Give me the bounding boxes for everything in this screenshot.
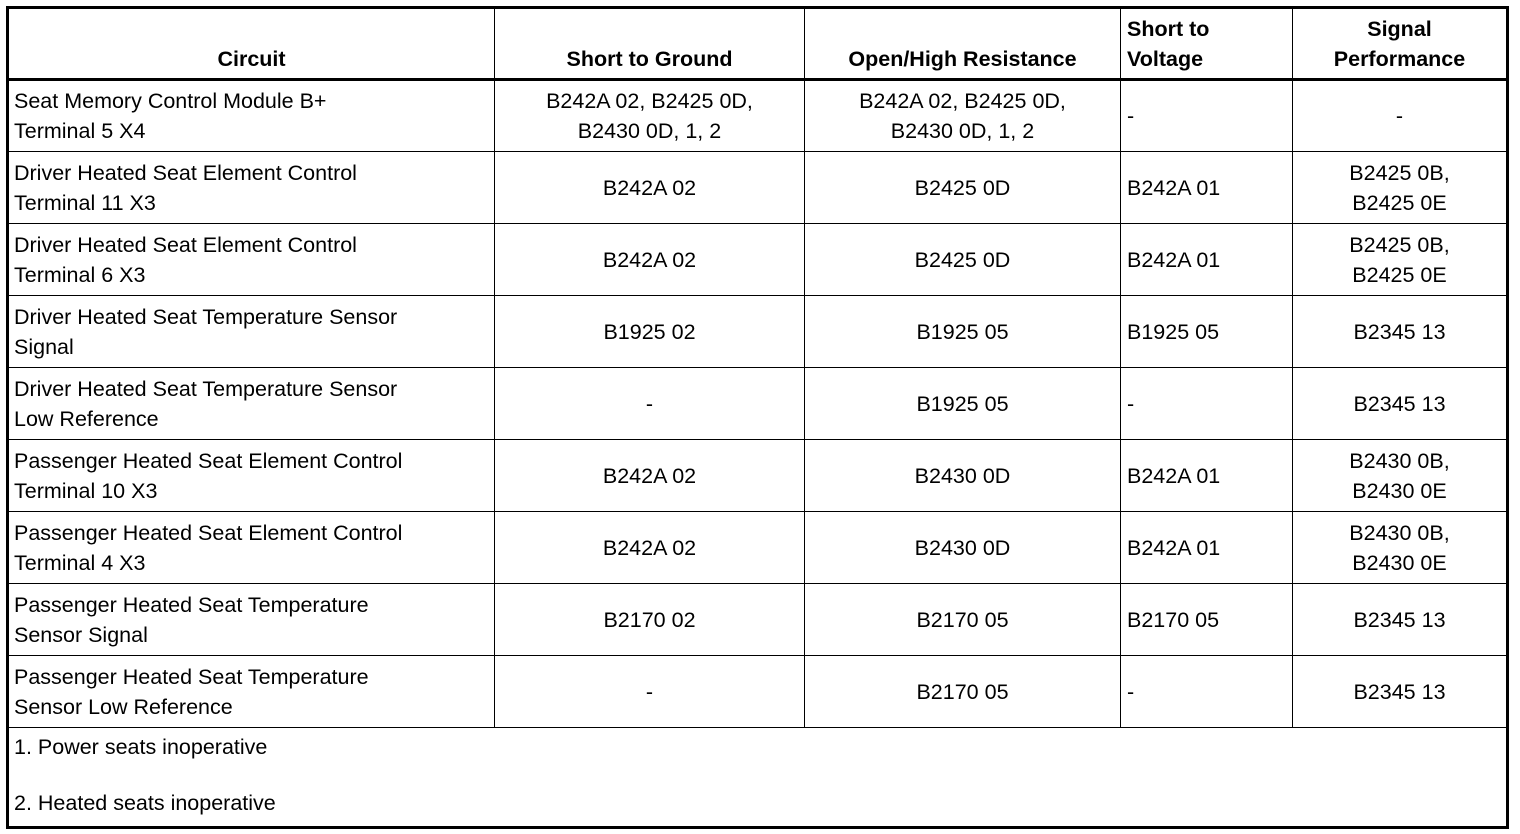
table-body: [8, 80, 1508, 728]
header-short-to-voltage: Short to Voltage: [1121, 8, 1293, 80]
cell-circuit: [8, 512, 495, 584]
cell-text: B242A 01: [1127, 535, 1221, 560]
cell-short-to-voltage: [1121, 296, 1293, 368]
cell-text: B1925 05: [916, 391, 1009, 416]
cell-circuit: [8, 152, 495, 224]
cell-open-high-resistance: [805, 152, 1121, 224]
cell-open-high-resistance: [805, 368, 1121, 440]
table-row: [8, 512, 1508, 584]
table-row: [8, 656, 1508, 728]
cell-short-to-voltage: [1121, 368, 1293, 440]
cell-signal-performance: [1293, 440, 1508, 512]
cell-text: B2170 05: [916, 607, 1009, 632]
cell-text: B1925 05: [1127, 319, 1220, 344]
cell-open-high-resistance: [805, 512, 1121, 584]
cell-signal-performance: [1293, 296, 1508, 368]
cell-short-to-voltage: [1121, 512, 1293, 584]
cell-text: B2345 13: [1353, 607, 1446, 632]
cell-text: B2430 0E: [1352, 478, 1447, 503]
table-row: [8, 224, 1508, 296]
cell-short-to-voltage: [1121, 224, 1293, 296]
table-row: [8, 368, 1508, 440]
cell-text: B1925 02: [603, 319, 696, 344]
cell-circuit: [8, 296, 495, 368]
cell-short-to-ground: [495, 80, 805, 152]
cell-text: Driver Heated Seat Temperature Sensor: [14, 304, 398, 329]
cell-text: Passenger Heated Seat Temperature: [14, 664, 369, 689]
cell-text: B2425 0E: [1352, 190, 1447, 215]
cell-short-to-ground: [495, 368, 805, 440]
cell-text: B242A 02, B2425 0D,: [859, 89, 1066, 113]
header-circuit: Circuit: [8, 8, 495, 80]
cell-text: B242A 02: [602, 535, 697, 560]
cell-text: B2430 0D: [914, 535, 1011, 560]
cell-text: Low Reference: [14, 406, 159, 431]
cell-short-to-voltage: [1121, 440, 1293, 512]
cell-signal-performance: [1293, 80, 1508, 152]
cell-signal-performance: [1293, 656, 1508, 728]
cell-short-to-voltage: [1121, 656, 1293, 728]
cell-text: Terminal 6 X3: [14, 262, 146, 287]
cell-circuit: [8, 584, 495, 656]
note-2: 2. Heated seats inoperative: [14, 791, 276, 815]
cell-text: B242A 02: [602, 247, 697, 272]
cell-open-high-resistance: [805, 440, 1121, 512]
cell-text: Terminal 11 X3: [14, 190, 156, 215]
cell-text: Passenger Heated Seat Temperature: [14, 592, 369, 617]
cell-text: B242A 02: [602, 175, 697, 200]
cell-text: B2170 02: [603, 607, 696, 632]
cell-text: B2425 0D: [914, 247, 1011, 272]
cell-text: B2430 0B,: [1349, 448, 1450, 473]
cell-short-to-ground: [495, 584, 805, 656]
header-signal-performance: Signal Performance: [1293, 8, 1508, 80]
cell-open-high-resistance: [805, 584, 1121, 656]
cell-text: B1925 05: [916, 319, 1009, 344]
cell-text: B2345 13: [1353, 391, 1446, 416]
cell-short-to-ground: [495, 152, 805, 224]
cell-open-high-resistance: [805, 224, 1121, 296]
cell-text: Driver Heated Seat Temperature Sensor: [14, 376, 398, 401]
cell-short-to-ground: [495, 296, 805, 368]
cell-text: B2425 0D: [914, 175, 1011, 200]
cell-text: -: [645, 679, 654, 704]
cell-text: B242A 01: [1127, 463, 1221, 488]
cell-circuit: [8, 656, 495, 728]
cell-signal-performance: [1293, 152, 1508, 224]
dtc-circuit-table: [6, 6, 1509, 829]
cell-short-to-voltage: [1121, 152, 1293, 224]
cell-text: B2430 0B,: [1349, 520, 1450, 545]
cell-text: -: [1127, 391, 1135, 416]
header-short-to-ground: Short to Ground: [495, 8, 805, 80]
cell-text: Seat Memory Control Module B+: [14, 89, 327, 113]
header-row: [8, 8, 1508, 80]
table-row: [8, 440, 1508, 512]
cell-circuit: [8, 440, 495, 512]
cell-text: Driver Heated Seat Element Control: [14, 232, 357, 257]
table-row: [8, 584, 1508, 656]
cell-short-to-ground: [495, 440, 805, 512]
cell-text: B2425 0E: [1352, 262, 1447, 287]
cell-signal-performance: [1293, 368, 1508, 440]
cell-text: B2430 0D, 1, 2: [890, 119, 1035, 143]
cell-text: B242A 01: [1127, 175, 1221, 200]
cell-short-to-voltage: [1121, 584, 1293, 656]
cell-text: B242A 02: [602, 463, 697, 488]
cell-circuit: [8, 80, 495, 152]
cell-text: Signal: [14, 334, 74, 359]
cell-text: Passenger Heated Seat Element Control: [14, 448, 403, 473]
table-row: [8, 152, 1508, 224]
cell-text: -: [1395, 104, 1404, 128]
cell-text: -: [645, 391, 654, 416]
cell-signal-performance: [1293, 584, 1508, 656]
cell-text: Driver Heated Seat Element Control: [14, 160, 357, 185]
cell-text: B2425 0B,: [1349, 160, 1450, 185]
cell-text: B2430 0D: [914, 463, 1011, 488]
cell-text: Terminal 10 X3: [14, 478, 158, 503]
cell-short-to-ground: [495, 656, 805, 728]
cell-text: B2170 05: [916, 679, 1009, 704]
table-row: [8, 296, 1508, 368]
cell-open-high-resistance: [805, 296, 1121, 368]
cell-text: B242A 02, B2425 0D,: [546, 89, 753, 113]
cell-text: B2345 13: [1353, 319, 1446, 344]
cell-open-high-resistance: [805, 80, 1121, 152]
cell-text: B242A 01: [1127, 247, 1221, 272]
notes-row: [8, 728, 1508, 828]
cell-text: Terminal 5 X4: [14, 119, 146, 143]
cell-text: B2345 13: [1353, 679, 1446, 704]
cell-short-to-voltage: [1121, 80, 1293, 152]
cell-text: B2425 0B,: [1349, 232, 1450, 257]
cell-circuit: [8, 224, 495, 296]
cell-signal-performance: [1293, 512, 1508, 584]
cell-text: B2430 0D, 1, 2: [577, 119, 722, 143]
cell-text: B2170 05: [1127, 607, 1220, 632]
cell-text: -: [1127, 104, 1135, 128]
header-open-high-resistance: Open/High Resistance: [805, 8, 1121, 80]
cell-text: Terminal 4 X3: [14, 550, 146, 575]
cell-text: Sensor Signal: [14, 622, 148, 647]
cell-text: -: [1127, 679, 1135, 704]
notes-cell: [8, 728, 1508, 828]
cell-signal-performance: [1293, 224, 1508, 296]
cell-text: Sensor Low Reference: [14, 694, 233, 719]
cell-circuit: [8, 368, 495, 440]
cell-short-to-ground: [495, 224, 805, 296]
cell-text: B2430 0E: [1352, 550, 1447, 575]
cell-short-to-ground: [495, 512, 805, 584]
cell-open-high-resistance: [805, 656, 1121, 728]
note-1: 1. Power seats inoperative: [14, 735, 268, 759]
table-row: [8, 80, 1508, 152]
cell-text: Passenger Heated Seat Element Control: [14, 520, 403, 545]
